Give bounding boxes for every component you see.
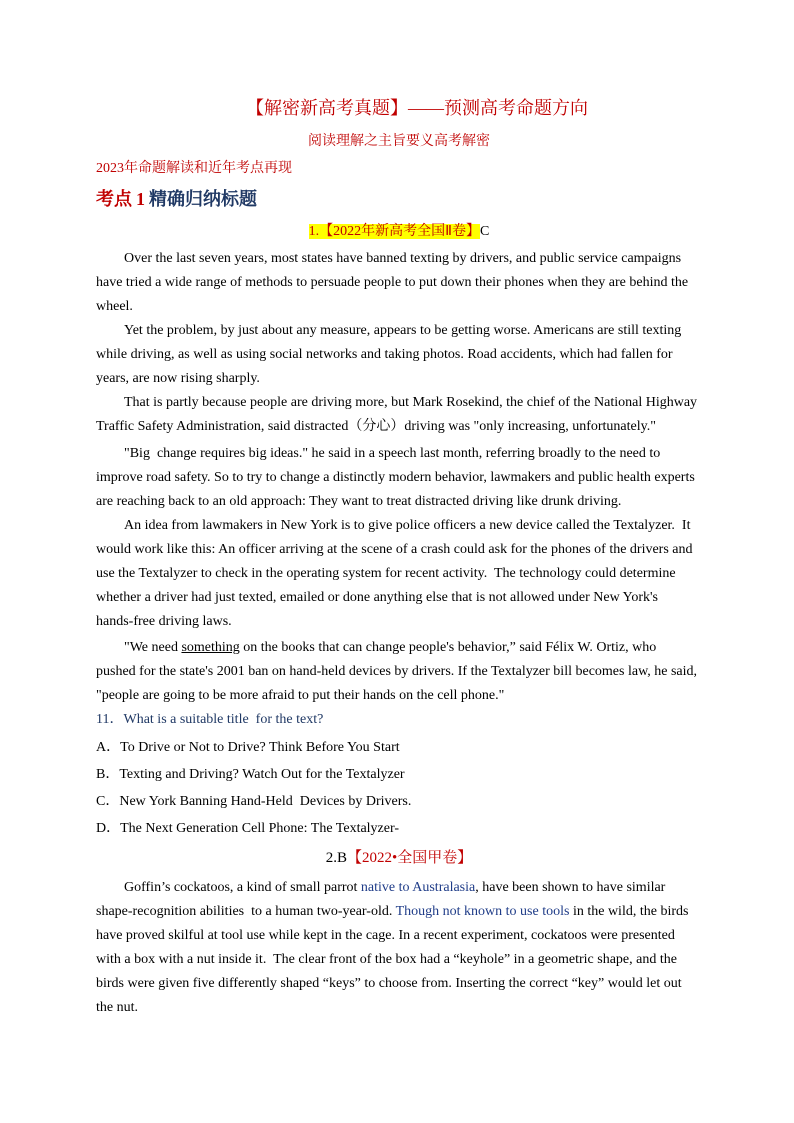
- passage-line: have tried a wide range of methods to persuade people to put down their phones when they are behind the: [96, 275, 689, 290]
- passage-line: the nut.: [96, 1000, 138, 1015]
- passage-line: wheel.: [96, 299, 133, 314]
- passage-line: An idea from lawmakers in New York is to give police officers a new device called the Textalyzer. It: [124, 518, 691, 533]
- document-title: 【解密新高考真题】——预测高考命题方向: [246, 98, 588, 118]
- item-2-paragraph: [96, 876, 702, 1020]
- question-text: What is a suitable title for the text?: [123, 712, 324, 727]
- item-1-paragraph: [96, 442, 702, 514]
- passage-line: birds were given five differently shaped “keys” to choose from. Inserting the correct “key” would let out: [96, 976, 682, 991]
- passage-line: Traffic Safety Administration, said distracted（分心）driving was "only increasing, unfortunately.": [96, 419, 656, 434]
- passage-line: use the Textalyzer to check in the operating system for recent activity. The technology could determine: [96, 566, 676, 581]
- item-2-source: 【2022•全国甲卷】: [347, 850, 473, 866]
- passage-line: [96, 636, 702, 660]
- item-2-answer: B: [336, 850, 347, 866]
- item-1-source-highlight: [309, 224, 480, 239]
- item-1-heading: [96, 220, 702, 244]
- emphasized-phrase: Though not known to use tools: [395, 904, 570, 919]
- line-text: "We need: [124, 640, 182, 655]
- option-text: Texting and Driving? Watch Out for the Textalyzer: [119, 767, 405, 782]
- item-1-source: 【2022年新高考全国Ⅱ卷】: [319, 224, 481, 239]
- passage-line: "people are going to be more afraid to put their hands on the cell phone.": [96, 688, 505, 703]
- passage-line: have proved skilful at tool use while kept in the cage. In a recent experiment, cockatoos were presented: [96, 928, 675, 943]
- option-letter: D．: [96, 821, 121, 836]
- item-1-paragraph: [96, 247, 702, 319]
- item-1-paragraph: [96, 514, 702, 634]
- option-d: [96, 815, 702, 842]
- item-2-heading: [96, 844, 702, 872]
- item-1-paragraph: [96, 636, 702, 708]
- answer-options: [96, 734, 702, 842]
- passage-line: would work like this: An officer arriving at the scene of a crash could ask for the phones of the drivers and: [96, 542, 693, 557]
- item-1-number: 1.: [308, 224, 320, 239]
- option-text: To Drive or Not to Drive? Think Before You Start: [120, 740, 400, 755]
- underlined-word: something: [181, 640, 240, 655]
- line-text: , have been shown to have similar: [475, 880, 666, 895]
- passage-line: Over the last seven years, most states have banned texting by drivers, and public service campaigns: [124, 251, 682, 266]
- passage-line: [96, 876, 702, 900]
- option-text: The Next Generation Cell Phone: The Textalyzer-: [120, 821, 400, 836]
- option-letter: A．: [96, 740, 121, 755]
- passage-line: "Big change requires big ideas." he said in a speech last month, referring broadly to the need to: [124, 446, 661, 461]
- question-number: 11．: [96, 712, 124, 727]
- item-1-paragraph: [96, 391, 702, 439]
- section-title: 精确归纳标题: [149, 189, 257, 209]
- emphasized-phrase: native to Australasia: [360, 880, 476, 895]
- document-subtitle: 阅读理解之主旨要义高考解密: [308, 134, 490, 149]
- line-text: Goffin’s cockatoos, a kind of small parrot: [124, 880, 361, 895]
- option-letter: C．: [96, 794, 120, 809]
- intro-line: 2023年命题解读和近年考点再现: [96, 161, 292, 176]
- passage-line: with a box with a nut inside it. The clear front of the box had a “keyhole” in a geometric shape, and the: [96, 952, 677, 967]
- line-text: on the books that can change people's behavior,” said Félix W. Ortiz, who: [239, 640, 657, 655]
- option-c: [96, 788, 702, 815]
- passage-line: whether a driver had just texted, emailed or done anything else that is not allowed under New York's: [96, 590, 658, 605]
- option-text: New York Banning Hand-Held Devices by Drivers.: [119, 794, 412, 809]
- section-number: 1: [136, 189, 145, 209]
- line-text: shape-recognition abilities to a human two-year-old.: [96, 904, 396, 919]
- question-11: [96, 708, 702, 732]
- passage-line: That is partly because people are driving more, but Mark Rosekind, the chief of the National Highway: [124, 395, 698, 410]
- passage-line: [96, 900, 702, 924]
- line-text: in the wild, the birds: [569, 904, 689, 919]
- passage-line: pushed for the state's 2001 ban on hand-held devices by drivers. If the Textalyzer bill becomes law, he said,: [96, 664, 698, 679]
- passage-line: Yet the problem, by just about any measure, appears to be getting worse. Americans are still texting: [124, 323, 682, 338]
- option-a: [96, 734, 702, 761]
- item-2-number: 2.: [325, 850, 337, 866]
- passage-line: are reaching back to an old approach: They want to treat distracted driving like drunk driving.: [96, 494, 622, 509]
- section-label: 考点: [96, 189, 132, 209]
- option-b: [96, 761, 702, 788]
- item-1-paragraph: [96, 319, 702, 391]
- option-letter: B．: [96, 767, 120, 782]
- passage-line: years, are now rising sharply.: [96, 371, 260, 386]
- passage-line: while driving, as well as using social networks and taking photos. Road accidents, which had fallen for: [96, 347, 673, 362]
- passage-line: hands-free driving laws.: [96, 614, 232, 629]
- section-heading: [96, 184, 702, 214]
- item-1-answer: C: [480, 224, 490, 239]
- passage-line: improve road safety. So to try to change a distinctly modern behavior, lawmakers and public health experts: [96, 470, 695, 485]
